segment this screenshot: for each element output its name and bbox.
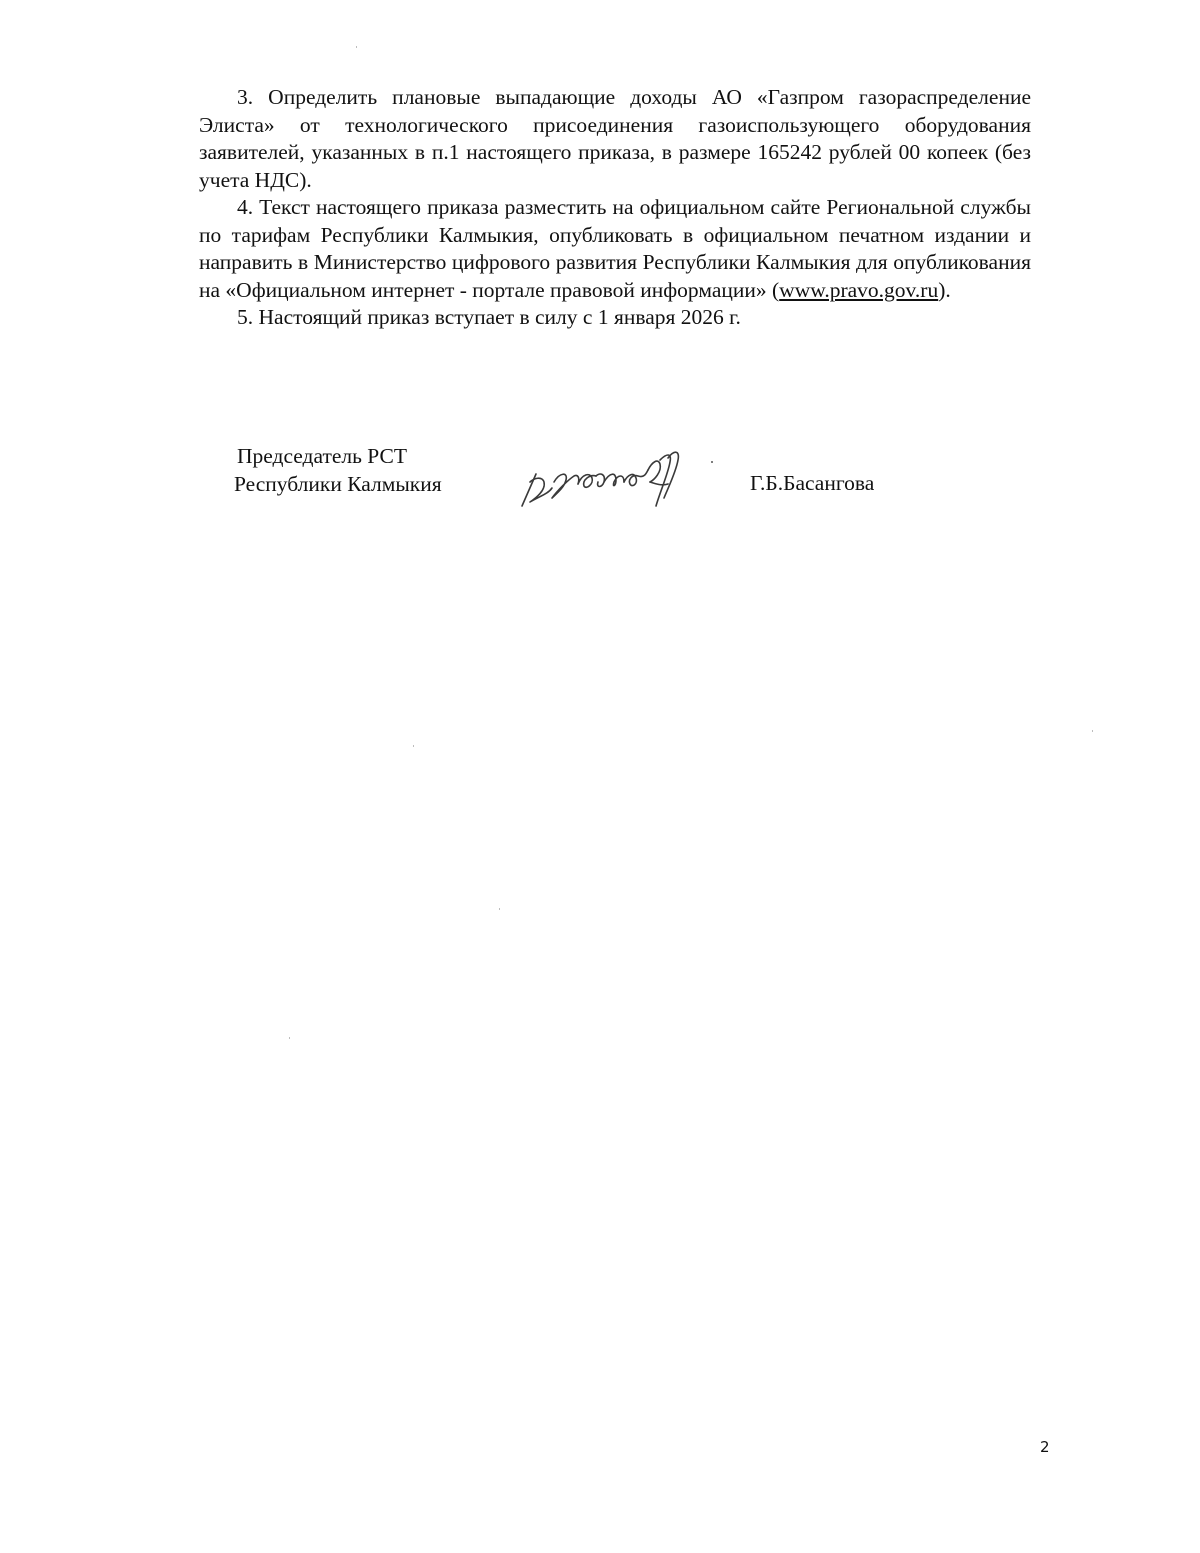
paragraph-3: 3. Определить плановые выпадающие доходы АО «Газпром газораспределение Элиста» от технологического присоединения газоиспользующего оборудования заявителей, указанных в п.1 настоящего приказа, в размере 165242 рублей 00 копеек (без учета НДС). [199, 85, 1031, 192]
paragraph-4 [199, 194, 1031, 304]
paragraph-5: 5. Настоящий приказ вступает в силу с 1 января 2026 г. [237, 305, 741, 329]
scan-speck [289, 1037, 290, 1039]
scan-speck [1092, 730, 1093, 732]
signatory-name: Г.Б.Басангова [750, 471, 875, 495]
pravo-gov-link[interactable]: www.pravo.gov.ru [779, 277, 939, 302]
scan-speck [356, 46, 357, 48]
signatory-title [234, 443, 442, 498]
scan-speck [499, 908, 500, 910]
signatory-title-line1: Председатель РСТ [237, 444, 408, 468]
scan-speck [413, 745, 414, 747]
page-number: 2 [1040, 1438, 1050, 1456]
paragraph-4-end: ). [938, 277, 951, 302]
order-body-text [199, 84, 1031, 332]
handwritten-signature [512, 436, 722, 516]
signatory-title-line2: Республики Калмыкия [234, 471, 442, 496]
paragraph-4-text: 4. Текст настоящего приказа разместить на официальном сайте Региональной службы по тарифам Республики Калмыкия, опубликовать в официальном печатном издании и направить в Министерство цифрового развития Республики Калмыкия для опубликования на «Официальном интернет - портале правовой информации» ( [199, 195, 1031, 302]
